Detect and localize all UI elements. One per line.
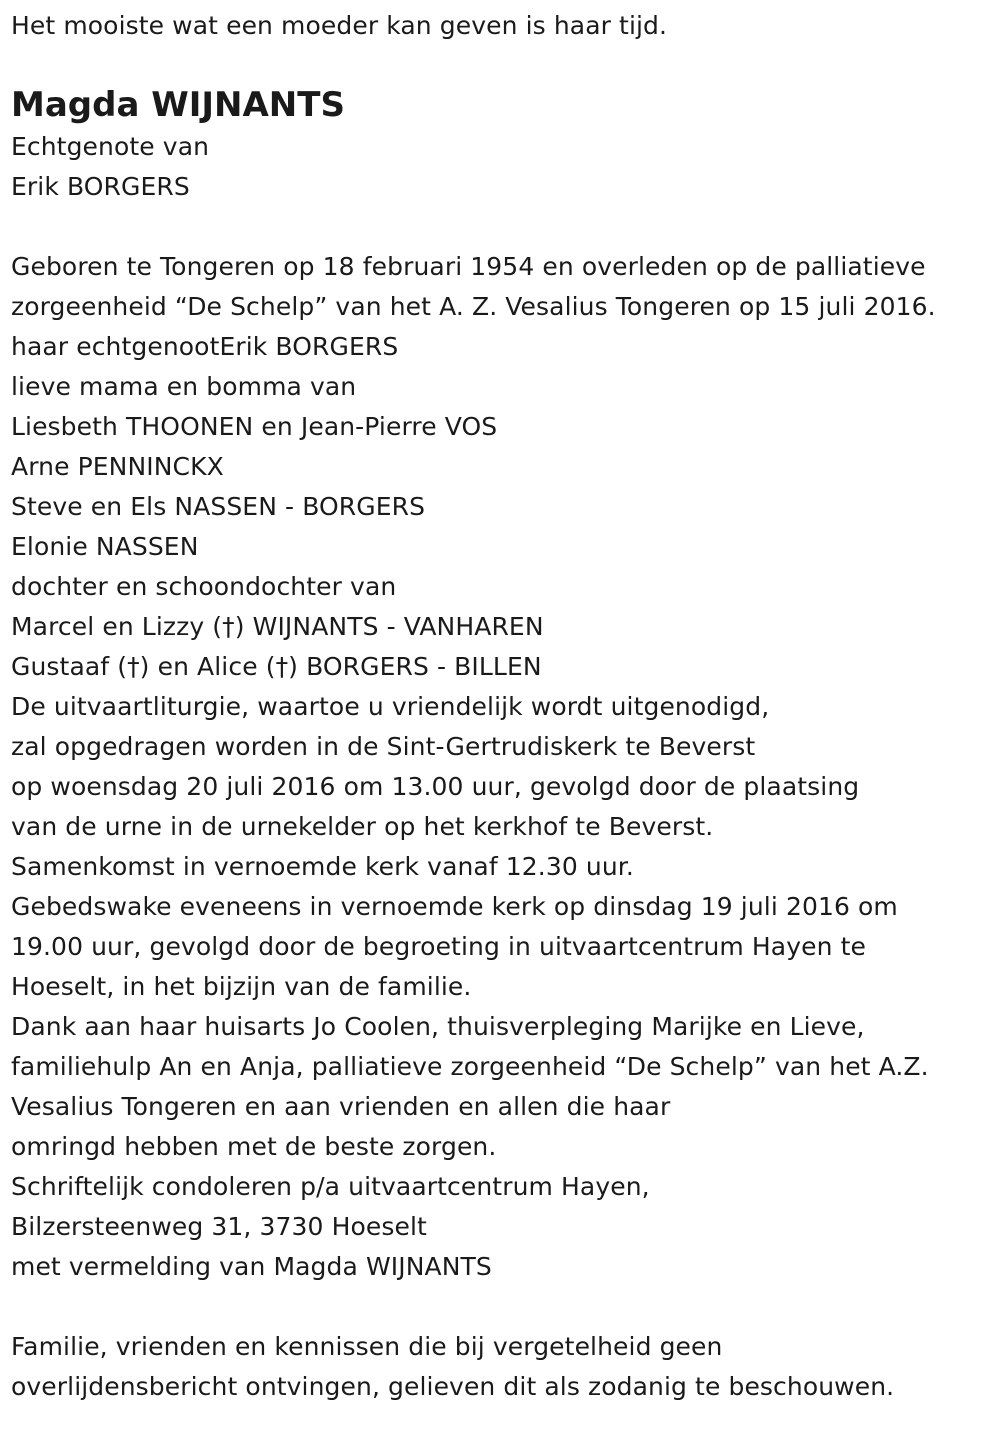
body-line: familiehulp An en Anja, palliatieve zorgeenheid “De Schelp” van het A.Z. bbox=[11, 1052, 929, 1081]
body-line: Dank aan haar huisarts Jo Coolen, thuisverpleging Marijke en Lieve, bbox=[11, 1012, 865, 1041]
body-line: dochter en schoondochter van bbox=[11, 572, 397, 601]
spouse-intro-line: Echtgenote van bbox=[11, 132, 210, 161]
spacer bbox=[11, 207, 991, 247]
body-line: zal opgedragen worden in de Sint-Gertrudiskerk te Beverst bbox=[11, 732, 756, 761]
deceased-name: Magda WIJNANTS bbox=[11, 85, 345, 125]
body-line: haar echtgenootErik BORGERS bbox=[11, 332, 399, 361]
body-line: Arne PENNINCKX bbox=[11, 452, 224, 481]
obituary-document bbox=[11, 0, 991, 1407]
closing-line: Familie, vrienden en kennissen die bij vergetelheid geen bbox=[11, 1332, 723, 1361]
body-line: De uitvaartliturgie, waartoe u vriendelijk wordt uitgenodigd, bbox=[11, 692, 770, 721]
closing-note bbox=[11, 1327, 991, 1407]
body-line: Gebedswake eveneens in vernoemde kerk op dinsdag 19 juli 2016 om bbox=[11, 892, 898, 921]
closing-line: overlijdensbericht ontvingen, gelieven dit als zodanig te beschouwen. bbox=[11, 1372, 895, 1401]
obituary-body bbox=[11, 247, 991, 1287]
body-line: lieve mama en bomma van bbox=[11, 372, 357, 401]
body-line: Steve en Els NASSEN - BORGERS bbox=[11, 492, 426, 521]
body-line: Elonie NASSEN bbox=[11, 532, 199, 561]
spouse-intro bbox=[11, 127, 991, 207]
body-line: Gustaaf (†) en Alice (†) BORGERS - BILLEN bbox=[11, 652, 542, 681]
body-line: op woensdag 20 juli 2016 om 13.00 uur, gevolgd door de plaatsing bbox=[11, 772, 860, 801]
body-line: Bilzersteenweg 31, 3730 Hoeselt bbox=[11, 1212, 427, 1241]
body-line: Marcel en Lizzy (†) WIJNANTS - VANHAREN bbox=[11, 612, 544, 641]
body-line: Schriftelijk condoleren p/a uitvaartcentrum Hayen, bbox=[11, 1172, 650, 1201]
spacer bbox=[11, 1287, 991, 1327]
body-line: Samenkomst in vernoemde kerk vanaf 12.30 uur. bbox=[11, 852, 634, 881]
body-line: zorgeenheid “De Schelp” van het A. Z. Vesalius Tongeren op 15 juli 2016. bbox=[11, 292, 936, 321]
body-line: met vermelding van Magda WIJNANTS bbox=[11, 1252, 492, 1281]
body-line: Hoeselt, in het bijzijn van de familie. bbox=[11, 972, 472, 1001]
body-line: Vesalius Tongeren en aan vrienden en allen die haar bbox=[11, 1092, 671, 1121]
motto: Het mooiste wat een moeder kan geven is haar tijd. bbox=[11, 11, 668, 40]
body-line: Liesbeth THOONEN en Jean-Pierre VOS bbox=[11, 412, 498, 441]
body-line: van de urne in de urnekelder op het kerkhof te Beverst. bbox=[11, 812, 714, 841]
body-line: 19.00 uur, gevolgd door de begroeting in uitvaartcentrum Hayen te bbox=[11, 932, 866, 961]
body-line: Geboren te Tongeren op 18 februari 1954 en overleden op de palliatieve bbox=[11, 252, 926, 281]
body-line: omringd hebben met de beste zorgen. bbox=[11, 1132, 497, 1161]
spouse-intro-line: Erik BORGERS bbox=[11, 172, 190, 201]
